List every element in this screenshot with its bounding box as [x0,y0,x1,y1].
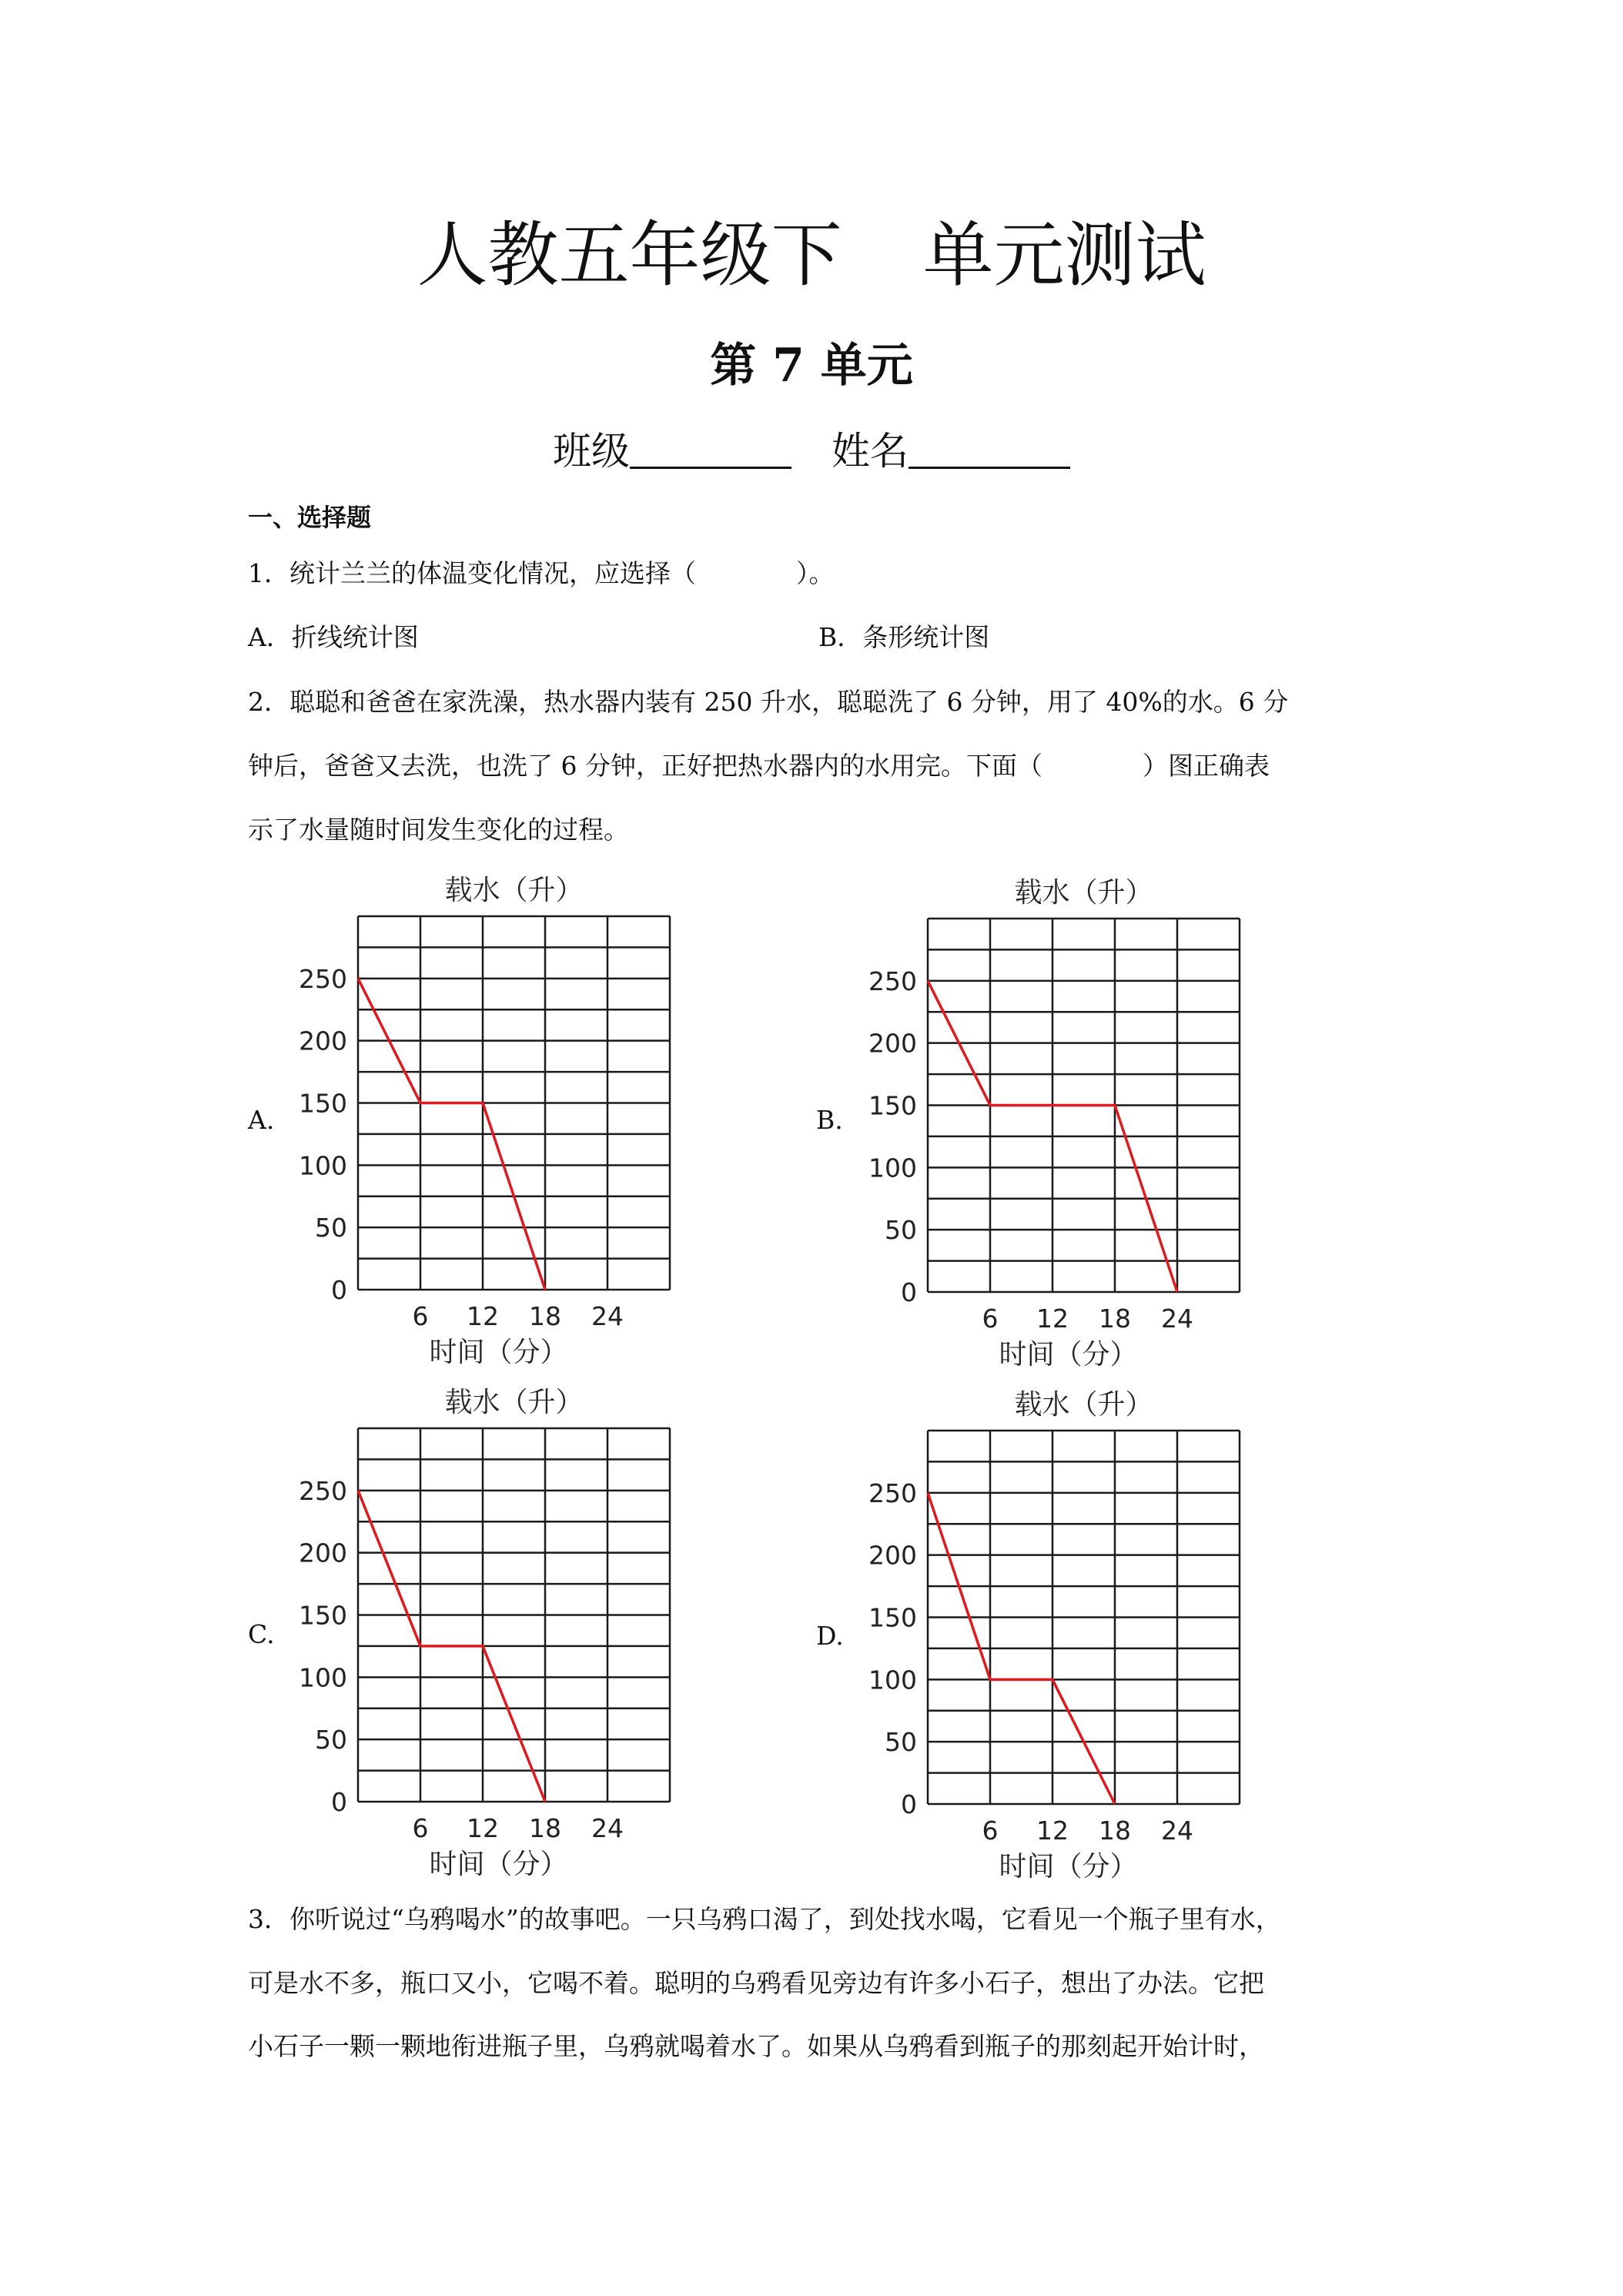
y-tick-label: 200 [868,1028,917,1059]
y-tick-label: 0 [901,1277,917,1307]
x-tick-label: 12 [1036,1304,1069,1334]
chart-option-b-label: B. [816,1105,843,1135]
y-tick-label: 150 [299,1600,347,1631]
y-tick-label: 200 [868,1540,917,1571]
y-tick-label: 250 [868,966,917,996]
class-blank[interactable] [630,466,791,469]
y-tick-label: 0 [901,1789,917,1819]
title-left: 人教五年级下 [417,214,842,296]
x-tick-label: 6 [982,1816,999,1846]
series-line [928,1493,1115,1804]
q2-line-3: 示了水量随时间发生变化的过程。 [248,815,629,845]
x-tick-label: 24 [591,1301,624,1331]
x-axis-label: 时间（分） [429,1337,568,1368]
x-tick-label: 18 [529,1301,561,1331]
series-line [358,1491,545,1802]
page-title [0,214,1623,296]
q2-line-2-after: ）图正确表 [1142,751,1270,781]
title-right: 单元测试 [922,214,1206,296]
section-title: 一、选择题 [248,503,372,532]
q2-line-1: 2．聪聪和爸爸在家洗澡，热水器内装有 250 升水，聪聪洗了 6 分钟，用了 40%的水。6 分 [248,687,1289,717]
y-tick-label: 150 [868,1090,917,1121]
y-tick-label: 50 [315,1725,347,1755]
y-tick-label: 200 [299,1026,347,1056]
chart-grid [928,919,1240,1292]
q1-text [248,558,835,589]
x-tick-label: 12 [1036,1816,1069,1846]
y-tick-label: 100 [868,1665,917,1695]
y-tick-label: 150 [299,1088,347,1119]
q2-line-2 [248,751,1270,782]
x-tick-label: 18 [1099,1816,1131,1846]
x-axis-label: 时间（分） [999,1339,1138,1371]
y-tick-label: 100 [299,1150,347,1181]
q3-line-2: 可是水不多，瓶口又小，它喝不着。聪明的乌鸦看见旁边有许多小石子，想出了办法。它把 [248,1968,1264,1998]
series-line [928,981,1177,1292]
name-blank[interactable] [909,466,1070,469]
x-tick-label: 6 [412,1301,429,1331]
x-tick-label: 6 [412,1813,429,1843]
x-axis-label: 时间（分） [429,1849,568,1880]
y-tick-label: 100 [868,1153,917,1183]
y-tick-label: 250 [299,963,347,994]
y-tick-label: 0 [331,1275,347,1305]
name-label: 姓名 [832,429,909,474]
class-label: 班级 [553,429,630,474]
x-tick-label: 18 [529,1813,561,1843]
q1-text-before: 1．统计兰兰的体温变化情况，应选择（ [248,558,696,588]
x-tick-label: 24 [1161,1304,1193,1334]
y-tick-label: 250 [868,1478,917,1508]
q2-line-2-before: 钟后，爸爸又去洗，也洗了 6 分钟，正好把热水器内的水用完。下面（ [248,751,1042,781]
y-tick-label: 100 [299,1662,347,1693]
y-tick-label: 0 [331,1787,347,1817]
q1-option-b: B．条形统计图 [818,622,990,652]
q1-text-after: ）。 [796,558,835,588]
chart-title: 载水（升） [444,875,584,906]
chart-option-a-label: A. [248,1105,275,1135]
chart-title: 载水（升） [1014,1389,1153,1421]
y-tick-label: 50 [315,1213,347,1243]
x-tick-label: 24 [1161,1816,1193,1846]
chart-option-d-label: D. [816,1621,844,1651]
chart-grid [358,1428,670,1802]
x-tick-label: 6 [982,1304,999,1334]
series-line [358,979,545,1290]
chart-title: 载水（升） [1014,877,1153,909]
q1-option-a: A．折线统计图 [248,622,419,652]
x-tick-label: 24 [591,1813,624,1843]
y-tick-label: 150 [868,1602,917,1633]
chart-grid [928,1431,1240,1804]
q3-line-1: 3．你听说过“乌鸦喝水”的故事吧。一只乌鸦口渴了，到处找水喝，它看见一个瓶子里有水， [248,1904,1281,1934]
y-tick-label: 50 [885,1215,917,1246]
y-tick-label: 200 [299,1538,347,1568]
y-tick-label: 250 [299,1475,347,1506]
x-tick-label: 18 [1099,1304,1131,1334]
x-axis-label: 时间（分） [999,1851,1138,1883]
unit-title: 第 7 单元 [710,339,913,393]
q3-line-3: 小石子一颗一颗地衔进瓶子里，乌鸦就喝着水了。如果从乌鸦看到瓶子的那刻起开始计时， [248,2031,1264,2061]
chart-grid [358,916,670,1290]
chart-title: 载水（升） [444,1387,584,1418]
y-tick-label: 50 [885,1727,917,1758]
chart-option-c-label: C. [248,1619,275,1649]
x-tick-label: 12 [467,1813,499,1843]
x-tick-label: 12 [467,1301,499,1331]
student-info-line [0,428,1623,474]
